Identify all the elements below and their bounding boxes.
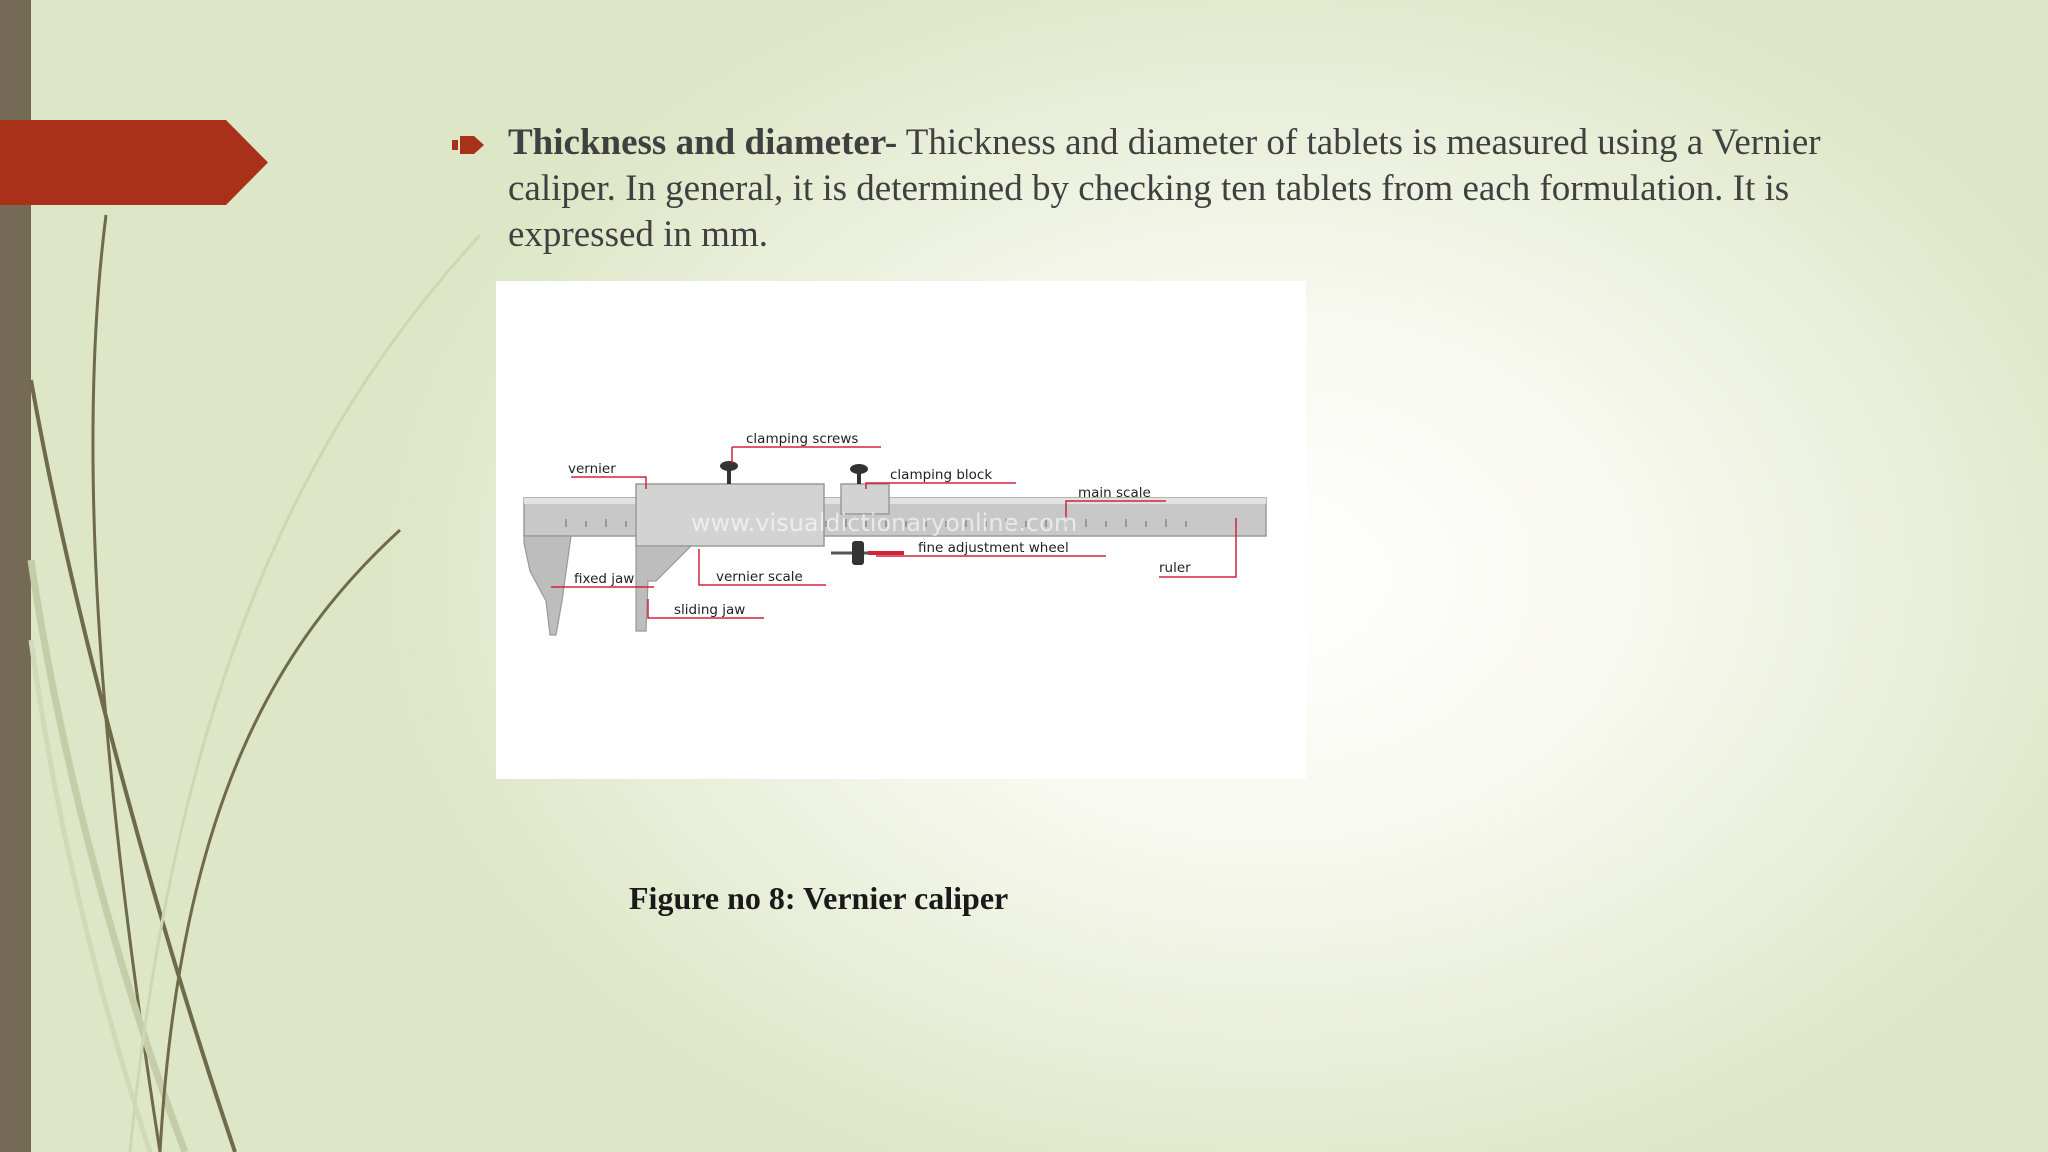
label-sliding-jaw: sliding jaw (674, 602, 746, 618)
label-fixed-jaw: fixed jaw (574, 571, 635, 587)
label-vernier: vernier (568, 461, 616, 477)
bullet-body: Thickness and diameter of tablets is measured using a Vernier caliper. In general, it is determined by checking ten tablets from each formulation. It is expressed in mm. (508, 122, 1821, 255)
bullet-paragraph (448, 120, 1888, 258)
bullet-text (508, 120, 1888, 258)
label-clamping-block: clamping block (890, 467, 993, 483)
label-fine-adjustment-wheel: fine adjustment wheel (918, 540, 1069, 556)
figure-caption: Figure no 8: Vernier caliper (629, 880, 1009, 916)
label-vernier-scale: vernier scale (716, 569, 803, 585)
vernier-caliper-illustration (496, 281, 1306, 779)
label-ruler: ruler (1159, 560, 1191, 576)
vernier-caliper-figure (496, 281, 1306, 779)
bullet-bold-lead: Thickness and diameter- (508, 122, 898, 163)
label-main-scale: main scale (1078, 485, 1151, 501)
red-arrow-tab (0, 120, 268, 205)
arrow-bullet-icon (452, 134, 486, 156)
watermark-text: www.visualdictionaryonline.com (691, 509, 1078, 537)
label-clamping-screws: clamping screws (746, 431, 859, 447)
